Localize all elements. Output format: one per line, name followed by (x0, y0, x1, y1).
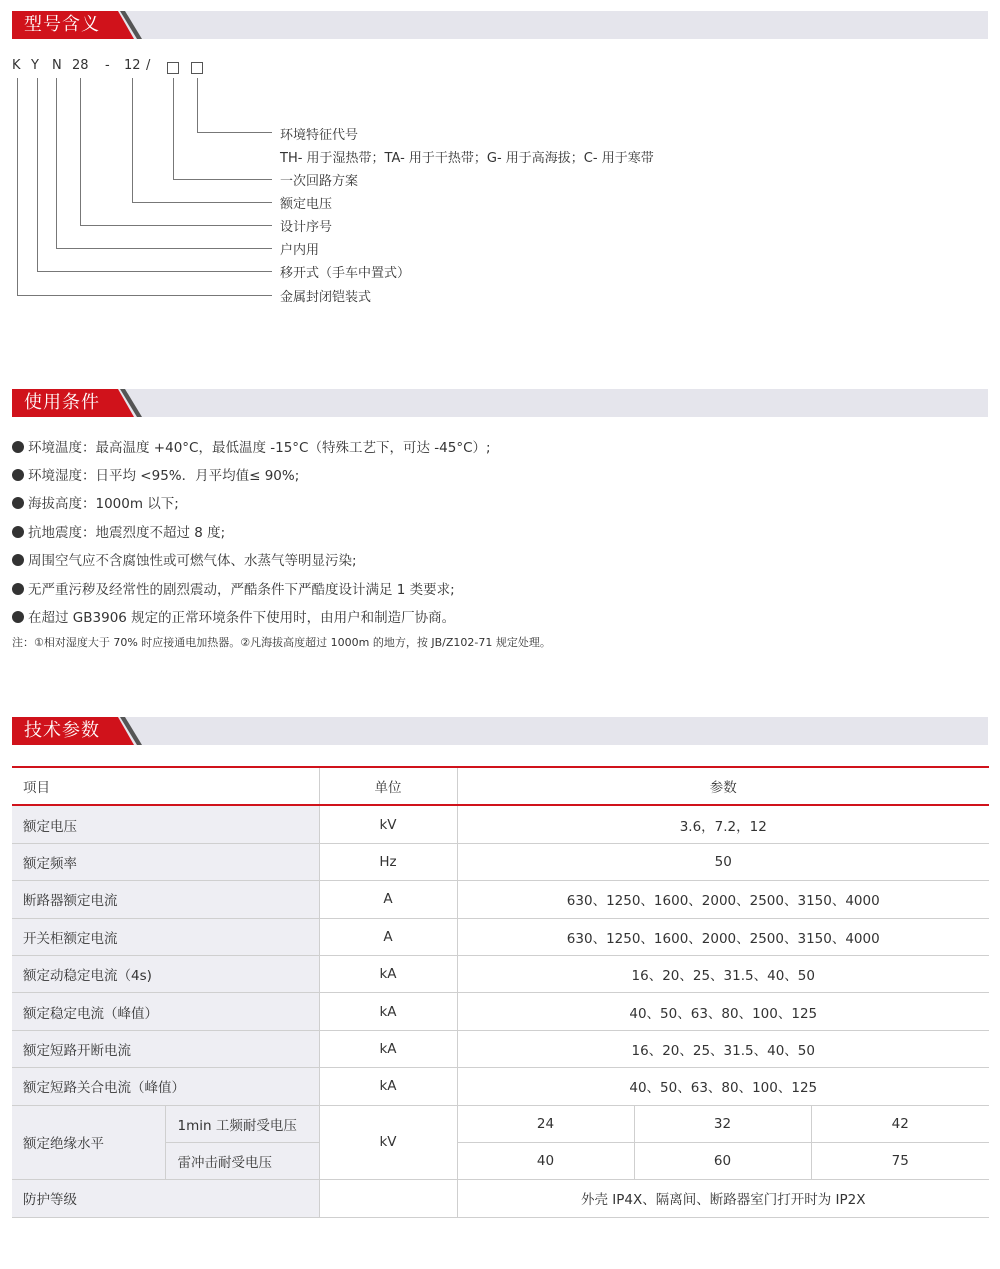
row-value: 50 (457, 843, 989, 880)
code-k: K (12, 58, 21, 73)
table-row (12, 1180, 989, 1217)
table-row (12, 1068, 989, 1105)
bullet-icon (12, 554, 24, 566)
desc-env-types: TH- 用于湿热带；TA- 用于干热带；G- 用于高海拔；C- 用于寒带 (280, 151, 654, 166)
desc-design-number: 设计序号 (280, 220, 333, 235)
code-n: N (52, 58, 62, 73)
condition-item: 海拔高度：1000m 以下; (12, 492, 179, 512)
row-value: 40 (457, 1142, 634, 1179)
row-item: 额定动稳定电流（4s) (12, 955, 319, 992)
row-unit: A (319, 881, 457, 918)
condition-item: 在超过 GB3906 规定的正常环境条件下使用时，由用户和制造厂协商。 (12, 606, 455, 626)
row-item: 额定频率 (12, 843, 319, 880)
row-unit: Hz (319, 843, 457, 880)
row-value: 630、1250、1600、2000、2500、3150、4000 (457, 918, 989, 955)
section-title: 技术参数 (24, 720, 100, 741)
code-box-scheme (167, 62, 179, 74)
conditions-note: 注：①相对湿度大于 70% 时应接通电加热器。②凡海拔高度超过 1000m 的地方，按 JB/Z102-71 规定处理。 (12, 636, 551, 649)
row-item: 额定稳定电流（峰值） (12, 993, 319, 1030)
table-row (12, 1030, 989, 1067)
header-item: 项目 (12, 767, 319, 805)
row-value: 40、50、63、80、100、125 (457, 1068, 989, 1105)
row-item: 额定短路开断电流 (12, 1030, 319, 1067)
row-unit: kA (319, 993, 457, 1030)
table-row (12, 843, 989, 880)
condition-item: 周围空气应不含腐蚀性或可燃气体、水蒸气等明显污染; (12, 549, 357, 569)
row-value: 42 (811, 1105, 989, 1142)
condition-item: 环境温度：最高温度 +40°C，最低温度 -15°C（特殊工艺下，可达 -45°C）; (12, 436, 491, 456)
header-unit: 单位 (319, 767, 457, 805)
row-unit (319, 1180, 457, 1217)
code-y: Y (31, 58, 39, 73)
table-row-insulation (12, 1105, 989, 1142)
code-slash: / (146, 58, 151, 73)
row-item: 额定绝缘水平 (12, 1105, 165, 1180)
code-voltage: 12 (124, 58, 141, 73)
row-subitem: 1min 工频耐受电压 (165, 1105, 319, 1142)
row-value: 外壳 IP4X、隔离间、断路器室门打开时为 IP2X (457, 1180, 989, 1217)
code-box-env (191, 62, 203, 74)
table-row (12, 805, 989, 843)
row-item: 防护等级 (12, 1180, 319, 1217)
row-value: 32 (634, 1105, 811, 1142)
bullet-icon (12, 441, 24, 453)
desc-indoor: 户内用 (280, 243, 320, 258)
table-row (12, 993, 989, 1030)
params-table (12, 766, 989, 1218)
row-item: 额定短路关合电流（峰值） (12, 1068, 319, 1105)
row-subitem: 雷冲击耐受电压 (165, 1142, 319, 1179)
condition-item: 环境湿度：日平均 <95%．月平均值≤ 90%; (12, 464, 299, 484)
code-dash: - (105, 58, 110, 73)
condition-item: 无严重污秽及经常性的剧烈震动，严酷条件下严酷度设计满足 1 类要求; (12, 578, 455, 598)
header-value: 参数 (457, 767, 989, 805)
bullet-icon (12, 469, 24, 481)
section-header-model (12, 11, 988, 39)
table-row (12, 918, 989, 955)
bullet-icon (12, 497, 24, 509)
desc-withdrawable: 移开式（手车中置式） (280, 266, 411, 281)
table-row (12, 881, 989, 918)
condition-item: 抗地震度：地震烈度不超过 8 度; (12, 521, 225, 541)
row-value: 630、1250、1600、2000、2500、3150、4000 (457, 881, 989, 918)
row-item: 额定电压 (12, 805, 319, 843)
table-header-row (12, 767, 989, 805)
table-row (12, 955, 989, 992)
row-item: 开关柜额定电流 (12, 918, 319, 955)
section-title: 型号含义 (24, 14, 100, 35)
row-value: 40、50、63、80、100、125 (457, 993, 989, 1030)
row-value: 3.6，7.2，12 (457, 805, 989, 843)
bullet-icon (12, 611, 24, 623)
row-unit: kV (319, 1105, 457, 1180)
bullet-icon (12, 583, 24, 595)
row-unit: kA (319, 1030, 457, 1067)
row-unit: kV (319, 805, 457, 843)
bullet-icon (12, 526, 24, 538)
desc-metal-clad: 金属封闭铠装式 (280, 290, 372, 305)
section-header-conditions (12, 389, 988, 417)
desc-rated-voltage: 额定电压 (280, 197, 333, 212)
row-item: 断路器额定电流 (12, 881, 319, 918)
row-unit: kA (319, 955, 457, 992)
row-value: 16、20、25、31.5、40、50 (457, 1030, 989, 1067)
row-unit: kA (319, 1068, 457, 1105)
code-design-number: 28 (72, 58, 89, 73)
section-title: 使用条件 (24, 392, 100, 413)
row-value: 24 (457, 1105, 634, 1142)
desc-circuit-scheme: 一次回路方案 (280, 174, 359, 189)
row-value: 16、20、25、31.5、40、50 (457, 955, 989, 992)
row-value: 60 (634, 1142, 811, 1179)
row-unit: A (319, 918, 457, 955)
section-header-params (12, 717, 988, 745)
desc-env-code: 环境特征代号 (280, 128, 359, 143)
row-value: 75 (811, 1142, 989, 1179)
